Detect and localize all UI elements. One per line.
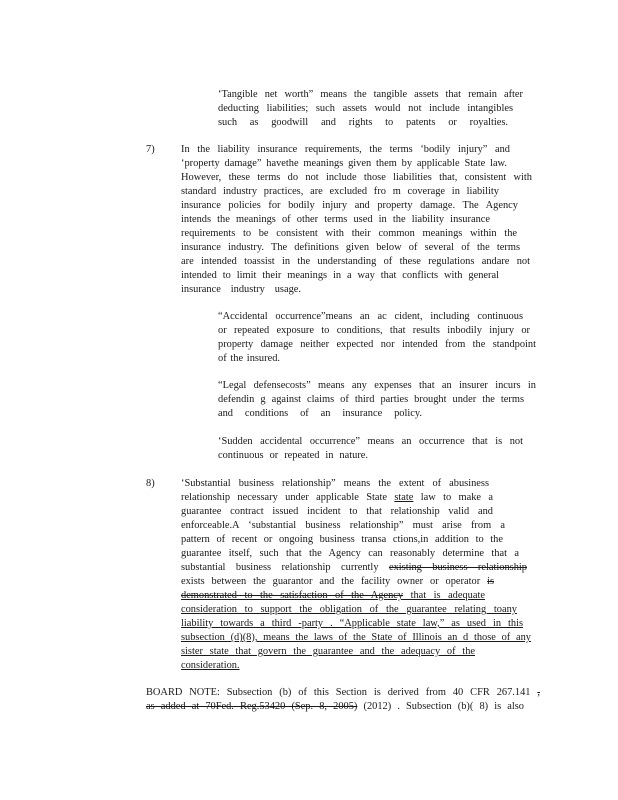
text-line: “Accidental occurrence”means an ac cident, including continuous	[218, 311, 523, 322]
text-line: intended to limit their meanings in a way that conflicts with general	[181, 270, 499, 281]
item-number: 7)	[146, 144, 155, 155]
text-line: continuous or repeated in nature.	[218, 450, 368, 461]
text-line: such as goodwill and rights to patents or royalties.	[218, 117, 508, 128]
deleted-text: existing business relationship	[388, 562, 527, 573]
deleted-text: ,	[537, 687, 540, 698]
text-line	[181, 589, 485, 603]
text-span: law to make a	[413, 492, 493, 503]
text-line	[181, 561, 527, 575]
text-line: liability towards a third -party . “Applicable state law,” as used in this	[181, 618, 523, 629]
text-line	[181, 491, 493, 505]
text-line: property damage neither expected nor intended from the standpoint	[218, 339, 536, 350]
text-line: In the liability insurance requirements, the terms ‘bodily injury” and	[181, 144, 510, 155]
text-line: pattern of recent or ongoing business transa ctions,in addition to the	[181, 534, 503, 545]
text-line: ‘property damage” havethe meanings given them by applicable State law.	[181, 158, 507, 169]
text-line: and conditions of an insurance policy.	[218, 408, 422, 419]
text-line: sister state that govern the guarantee and the adequacy of the	[181, 646, 475, 657]
text-span: relationship necessary under applicable State	[181, 492, 395, 503]
text-span: BOARD NOTE: Subsection (b) of this Section is derived from 40 CFR 267.141	[146, 687, 538, 698]
text-line: deducting liabilities; such assets would not include intangibles	[218, 103, 513, 114]
text-line	[181, 575, 494, 589]
text-line: enforceable.A ‘substantial business relationship” must arise from a	[181, 520, 505, 531]
text-line: guarantee itself, such that the Agency can reasonably determine that a	[181, 548, 519, 559]
text-line: ‘Sudden accidental occurrence” means an occurrence that is not	[218, 436, 523, 447]
deleted-text: is	[487, 576, 494, 587]
text-line: consideration to support the obligation of the guarantee relating toany	[181, 604, 517, 615]
text-line: consideration.	[181, 660, 240, 671]
inserted-text: that is adequate	[403, 590, 485, 601]
text-line: insurance industry usage.	[181, 284, 301, 295]
text-line: defendin g against claims of third parties brought under the terms	[218, 394, 524, 405]
text-line: requirements to be consistent with their common meanings within the	[181, 228, 517, 239]
inserted-text: state	[394, 492, 414, 503]
text-line: intends the meanings of other terms used in the liability insurance	[181, 214, 490, 225]
text-line: ‘Substantial business relationship” means the extent of abusiness	[181, 478, 489, 489]
text-line: insurance policies for bodily injury and property damage. The Agency	[181, 200, 518, 211]
text-span: substantial business relationship currently	[181, 562, 389, 573]
text-line	[146, 686, 540, 700]
item-number: 8)	[146, 478, 155, 489]
text-line: “Legal defensecosts” means any expenses that an insurer incurs in	[218, 380, 536, 391]
deleted-text: as added at 70Fed. Reg.53420 (Sep. 8, 2005)	[146, 701, 358, 712]
text-span: exists between the guarantor and the facility owner or operator	[181, 576, 488, 587]
text-line	[146, 700, 524, 714]
deleted-text: demonstrated to the satisfaction of the Agency	[181, 590, 404, 601]
text-line: are intended toassist in the understanding of these regulations andare not	[181, 256, 530, 267]
text-line: subsection (d)(8), means the laws of the State of Illinois an d those of any	[181, 632, 531, 643]
text-line: insurance industry. The definitions given below of several of the terms	[181, 242, 520, 253]
text-line: or repeated exposure to conditions, that results inbodily injury or	[218, 325, 530, 336]
text-line: guarantee contract issued incident to that relationship valid and	[181, 506, 493, 517]
text-span: (2012) . Subsection (b)( 8) is also	[357, 701, 524, 712]
text-line: ‘Tangible net worth” means the tangible assets that remain after	[218, 89, 523, 100]
text-line: However, these terms do not include those liabilities that, consistent with	[181, 172, 532, 183]
text-line: standard industry practices, are excluded fro m coverage in liability	[181, 186, 499, 197]
text-line: of the insured.	[218, 353, 280, 364]
